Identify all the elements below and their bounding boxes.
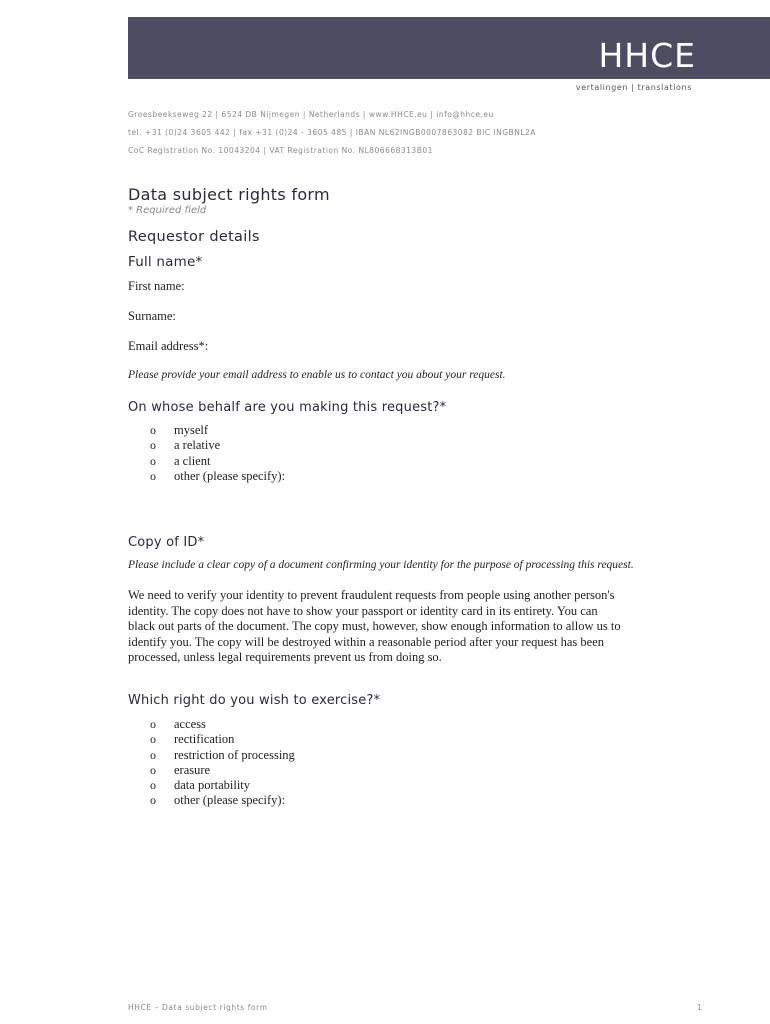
- footer-page-number: 1: [697, 1003, 702, 1012]
- email-note: Please provide your email address to enable us to contact you about your request.: [128, 369, 506, 381]
- behalf-option-relative[interactable]: [150, 438, 285, 453]
- requestor-details-heading: Requestor details: [128, 229, 260, 245]
- right-option-erasure[interactable]: [150, 763, 295, 778]
- right-question: Which right do you wish to exercise?*: [128, 693, 381, 708]
- option-label: access: [174, 717, 206, 731]
- contact-registration-line: CoC Registration No. 10043204 | VAT Registration No. NL806668313B01: [128, 146, 433, 155]
- radio-bullet: o: [150, 423, 156, 437]
- option-label: a client: [174, 453, 211, 468]
- radio-bullet: o: [150, 747, 156, 762]
- behalf-option-client[interactable]: [150, 454, 285, 469]
- radio-bullet: o: [150, 793, 156, 808]
- radio-bullet: o: [150, 453, 156, 468]
- radio-bullet: o: [150, 762, 156, 777]
- right-option-restriction[interactable]: [150, 748, 295, 763]
- option-label: other (please specify):: [174, 793, 286, 808]
- company-tagline: vertalingen | translations: [575, 83, 692, 92]
- option-label: myself: [174, 423, 209, 437]
- option-label: restriction of processing: [174, 747, 295, 762]
- behalf-question: On whose behalf are you making this request?*: [128, 400, 447, 415]
- first-name-label: First name:: [128, 279, 185, 293]
- id-explanation-paragraph: [128, 588, 688, 666]
- required-field-note: * Required field: [128, 205, 207, 216]
- radio-bullet: o: [150, 438, 156, 453]
- option-label: data portability: [174, 778, 251, 793]
- right-option-portability[interactable]: [150, 778, 295, 793]
- option-label: erasure: [174, 762, 211, 777]
- behalf-option-other[interactable]: [150, 469, 285, 484]
- right-options-list: [150, 717, 295, 809]
- radio-bullet: o: [150, 468, 156, 483]
- right-option-other[interactable]: [150, 793, 295, 808]
- radio-bullet: o: [150, 732, 156, 747]
- paragraph-line: processed, unless legal requirements prevent us from doing so.: [128, 650, 442, 664]
- id-note: Please include a clear copy of a document confirming your identity for the purpose of processing this request.: [128, 559, 634, 571]
- paragraph-line: We need to verify your identity to prevent fraudulent requests from people using another person's: [128, 588, 615, 602]
- radio-bullet: o: [150, 778, 156, 793]
- form-title: Data subject rights form: [128, 185, 330, 204]
- paragraph-line: identify you. The copy will be destroyed within a reasonable period after your request has been: [128, 634, 605, 649]
- surname-label: Surname:: [128, 309, 176, 323]
- paragraph-line: black out parts of the document. The copy must, however, show enough information to allow us to: [128, 619, 621, 633]
- contact-phone-bank-line: tel. +31 (0)24 3605 442 | fax +31 (0)24 - 3605 485 | IBAN NL62INGB0007863082 BIC INGBNL2A: [128, 128, 536, 137]
- option-label: a relative: [174, 438, 221, 453]
- right-option-rectification[interactable]: [150, 732, 295, 747]
- option-label: rectification: [174, 732, 235, 747]
- footer-document-name: HHCE – Data subject rights form: [128, 1003, 268, 1012]
- email-address-label: Email address*:: [128, 339, 209, 353]
- full-name-heading: Full name*: [128, 254, 203, 270]
- paragraph-line: identity. The copy does not have to show your passport or identity card in its entirety. You can: [128, 603, 598, 618]
- behalf-options-list: [150, 423, 285, 484]
- radio-bullet: o: [150, 717, 156, 731]
- behalf-option-myself[interactable]: [150, 423, 285, 438]
- right-option-access[interactable]: [150, 717, 295, 732]
- copy-of-id-heading: Copy of ID*: [128, 535, 205, 550]
- company-logo: HHCE: [598, 36, 696, 75]
- contact-address-line: Groesbeekseweg 22 | 6524 DB Nijmegen | Netherlands | www.HHCE.eu | info@hhce.eu: [128, 110, 494, 119]
- option-label: other (please specify):: [174, 468, 286, 483]
